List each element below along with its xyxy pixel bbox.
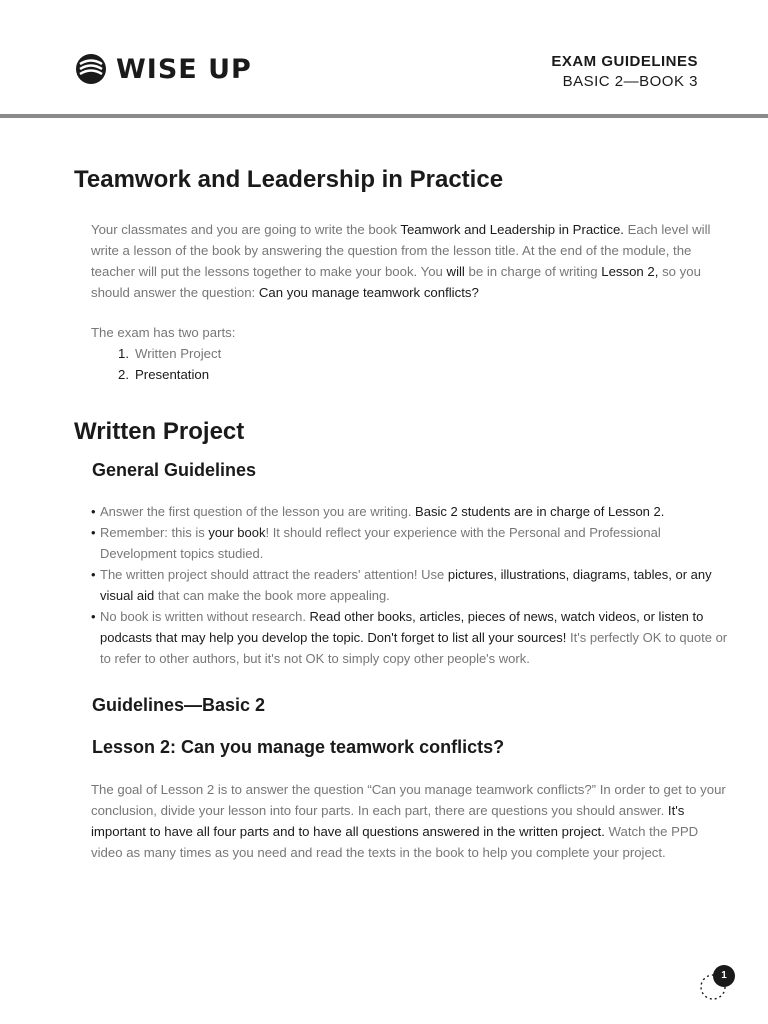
bullet-text: It's perfectly OK to quote or to refer to other authors, but it's not OK to simply copy other people's work. (100, 630, 728, 666)
wise-up-logo (74, 52, 252, 86)
intro-paragraph (91, 219, 731, 303)
logo-text: WISE UP (116, 53, 252, 85)
lesson-goal-paragraph (91, 779, 731, 863)
list-label: Presentation (135, 367, 210, 382)
guidelines-basic2-title: Guidelines—Basic 2 (92, 695, 266, 715)
section-title-written-project: Written Project (74, 418, 245, 445)
doc-type-label: EXAM GUIDELINES (551, 53, 698, 70)
bullet-text: ! It should reflect your experience with the Personal and Professional Development topics studied. (100, 525, 661, 561)
intro-text: be in charge of writing (464, 264, 602, 279)
goal-emphasis: It's important to have all four parts and to have all questions answered in the written project. (91, 803, 685, 839)
list-item (118, 364, 221, 385)
parts-title: The exam has two parts: (91, 325, 236, 340)
bullet-text: No book is written without research. (100, 609, 310, 624)
lesson-title: Lesson 2: Can you manage teamwork conflicts? (92, 737, 505, 757)
bullet-emphasis: your book (208, 525, 266, 540)
list-item (91, 606, 731, 669)
list-item (91, 522, 731, 564)
bullet-text: that can make the book more appealing. (154, 588, 390, 603)
list-number: 1. (118, 346, 129, 361)
bullet-text: The written project should attract the readers' attention! Use (100, 567, 448, 582)
header-divider (0, 114, 768, 118)
goal-text: Watch the PPD video as many times as you need and read the texts in the book to help you complete your project. (91, 824, 699, 860)
intro-text: Each level will write a lesson of the book by answering the question from the lesson title. At the end of the module, the teacher will put the lessons together to make your book. You (91, 222, 711, 279)
bullet-emphasis: pictures, illustrations, diagrams, tables, or any visual aid (100, 567, 712, 603)
lesson-question: Can you manage teamwork conflicts? (258, 285, 479, 300)
bullet-emphasis: Read other books, articles, pieces of news, watch videos, or listen to podcasts that may help you develop the topic. Don't forget to list all your sources! (100, 609, 704, 645)
bullet-text: Answer the first question of the lesson you are writing. (100, 504, 416, 519)
list-item (91, 501, 731, 522)
list-label: Written Project (135, 346, 222, 361)
goal-text: The goal of Lesson 2 is to answer the question “Can you manage teamwork conflicts?” In order to get to your conclusion, divide your lesson into four parts. In each part, there are questions you should answer. (91, 782, 726, 818)
intro-text: Your classmates and you are going to write the book (91, 222, 401, 237)
lesson-reference: Lesson 2, (601, 264, 659, 279)
bullet-emphasis: Basic 2 students are in charge of Lesson 2. (415, 504, 665, 519)
parts-list (118, 343, 221, 385)
intro-text: so you should answer the question: (91, 264, 701, 300)
intro-emphasis: will (446, 264, 465, 279)
list-number: 2. (118, 367, 129, 382)
page-title: Teamwork and Leadership in Practice (74, 166, 504, 193)
document-type (551, 52, 698, 92)
page-number: 1 (713, 965, 735, 987)
doc-level-label: BASIC 2—BOOK 3 (562, 73, 698, 90)
page-header (0, 0, 768, 118)
guidelines-list (91, 501, 731, 669)
list-item (91, 564, 731, 606)
page-number-badge (699, 965, 739, 1005)
book-title: Teamwork and Leadership in Practice. (400, 222, 624, 237)
bullet-text: Remember: this is (100, 525, 209, 540)
general-guidelines-title: General Guidelines (92, 460, 257, 480)
wise-up-logo-icon (74, 52, 108, 86)
list-item (118, 343, 221, 364)
